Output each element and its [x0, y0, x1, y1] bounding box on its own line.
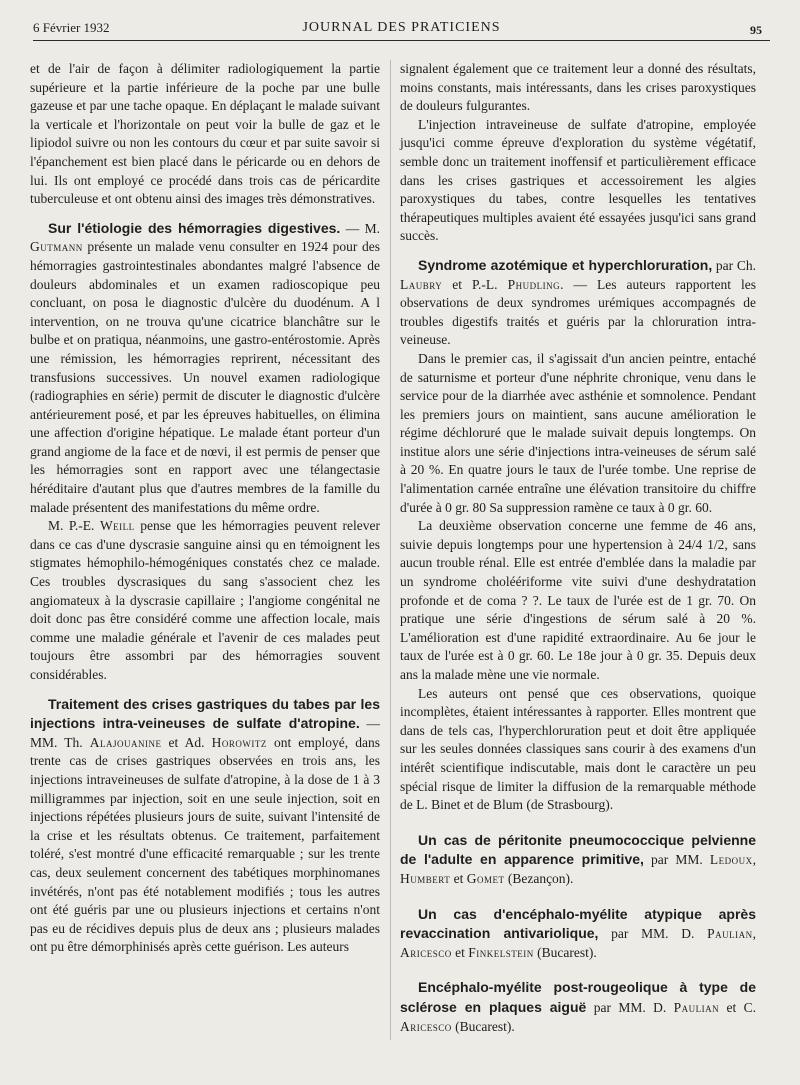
right-column [400, 60, 756, 1036]
author-name: Ledoux [709, 852, 753, 868]
page-number: 95 [750, 23, 762, 37]
author-name: Gomet [466, 870, 505, 886]
author-name: Aricesco [400, 944, 452, 960]
header-rule [33, 40, 770, 41]
author-name: Phudling [507, 276, 561, 292]
section-heading: Traitement des crises gastriques du tabes par les injections intra-veineuses de sulfate d'atropine. [30, 695, 380, 732]
author-joiner: par MM. D. [586, 999, 674, 1015]
section-traitement [30, 695, 380, 957]
paragraph: L'injection intraveineuse de sulfate d'atropine, employée jusqu'ici comme épreuve d'exploration du système végétatif, semble donc un traitement inoffensif et particulièrement efficace dans les crises gastriques et accessoirement les algies paroxystiques du tabes, contre lesquelles les tentatives thérapeutiques multiples avaient été essayées jusqu'ici sans grand succès. [400, 116, 756, 244]
paragraph: Les auteurs ont pensé que ces observations, quoique incomplètes, étaient intéressantes à rapporter. Elles montrent que dans de tels cas, l'hyperchloruration peut et doit être appliquée sur les seules données classiques sans courir à des examens d'un intérêt scientifique indiscutable, mais dont le caractère un peu spécial risque de limiter la diffusion de la remarquable méthode de L. Binet et de Blum (de Strasbourg). [400, 685, 756, 813]
author-joiner: , [752, 852, 756, 868]
page-header [33, 18, 770, 40]
author-name: Gutmann [30, 239, 83, 255]
author-name: Horowitz [211, 734, 267, 750]
journal-title: JOURNAL DES PRATICIENS [302, 20, 501, 35]
author-name: Laubry [400, 276, 443, 292]
paragraph-body: pense que les hémorragies peuvent relever dans ce cas d'une dyscrasie sanguine ainsi qu en témoignent les stigmates hémophilo-hémogéniques constatés chez ce malade. Ces troubles dyscrasiques du sang s'associent chez les angiomateux à la dyscrasie capillaire ; l'angiome congénital ne doit donc pas être considéré comme une affection locale, mais comme une maladie générale et l'avenir de ces malades peut toujours être assombri par des hémorragies souvent considérables. [30, 518, 380, 682]
author-name: Paulian [673, 999, 720, 1015]
section-etiologie [30, 219, 380, 518]
author-place: (Bezançon). [504, 870, 574, 886]
section-body: . — Les auteurs rapportent les observations de deux syndromes urémiques accompagnés de troubles digestifs traités et guéris par la chloruration intra-veineuse. [400, 276, 757, 348]
section-dash: — M. [340, 220, 380, 236]
author-name: Aricesco [400, 1018, 452, 1034]
section-encephalo-atypique [400, 905, 756, 963]
paragraph: et de l'air de façon à délimiter radiologiquement la partie supérieure et la partie inférieure de la poche par une bulle gazeuse et par une tache opaque. En déplaçant le malade suivant la verticale et l'horizontale on peut voir la bulle de gaz et le lipiodol suivre ou non les contours du cœur et par suite savoir si l'épanchement est bien placé dans le péricarde ou en dehors de lui. Ils ont employé ce procédé dans trois cas de péricardite tuberculeuse et ont obtenu ainsi des images très démonstratives. [30, 61, 380, 207]
section-heading: Un cas d'encéphalo-myélite atypique après revaccination antivariolique, [400, 905, 756, 942]
author-joiner: et [451, 944, 469, 960]
author-joiner: par MM. [643, 852, 710, 868]
author-name: Finkelstein [468, 944, 534, 960]
author-place: (Bucarest). [533, 944, 597, 960]
section-body: ont employé, dans trente cas de crises gastriques observées en trois ans, les injections intraveineuses de sulfate d'atropine, à la dose de 1 à 3 milligrammes par injection, soit en une seule injection, soit en injections répétées plusieurs jours de suite, suivant l'intensité de la crise et les résultats obtenus. Ce traitement, parfaitement toléré, s'est montré d'une efficacité remarquable ; sur les trente cas, deux seulement concernent des tabétiques morphinomanes invétérés, n'ont pas été notablement modifiés ; tous les autres ont été guéris par une ou plusieurs injections et certains n'ont pas eu de récidives depuis plus de deux ans ; plusieurs malades ont pu être démorphinisés après cette guérison. Les auteurs [30, 734, 380, 955]
author-prefix: M. P.-E. [48, 518, 100, 534]
author-joiner: , [752, 926, 756, 942]
paragraph: La deuxième observation concerne une femme de 46 ans, suivie depuis longtemps pour une hypertension à 24/4 1/2, sans aucun trouble rénal. Elle est entrée d'emblée dans la maladie par un syndrome choléériforme vite suivi d'une deshydratation profonde et de coma ? ?. Le taux de l'urée est de 1 gr. 70. On pratique une série d'ingestions de sérum salé à 20 %. L'amélioration est d'une rapidité extraordinaire. Au 6e jour le taux de l'urée est à 0 gr. 60. Le 18e jour à 0 gr. 35. Depuis deux ans la malade mène une vie normale. [400, 518, 756, 682]
author-name: Alajouanine [89, 734, 162, 750]
paragraph: signalent également que ce traitement leur a donné des résultats, moins constants, mais intéressants, dans les crises paroxystiques de douleurs fulgurantes. [400, 61, 756, 114]
paragraph: Dans le premier cas, il s'agissait d'un ancien peintre, entaché de saturnisme et porteur d'une néphrite chronique, venu dans le service pour de la diarrhée avec asthénie et somnolence. Pendant les premiers jours on maintient, sans aucune amélioration le régime déchloruré que le malade suivait depuis longtemps. On institue alors une série d'injections intra-veineuses de sérum salé à 20 %. En quatre jours le taux de l'urée tombe. Une reprise de l'alimentation carnée entraîne une élévation transitoire du chiffre d'urée à 0 gr. 80 Sa suppression ramène ce taux à 0 gr. 60. [400, 350, 756, 515]
author-joiner: par Ch. [712, 257, 756, 273]
paragraph [30, 517, 380, 684]
section-syndrome [400, 256, 756, 350]
header-date: 6 Février 1932 [33, 20, 110, 35]
author-name: Paulian [707, 926, 753, 942]
author-name: Weill [99, 518, 135, 534]
section-dash: — MM. Th. [30, 716, 381, 750]
section-encephalo-rougeole [400, 978, 756, 1036]
author-place: (Bucarest). [451, 1018, 515, 1034]
author-joiner: et [450, 870, 467, 886]
section-heading: Sur l'étiologie des hémorragies digestives. [48, 219, 341, 236]
section-heading: Syndrome azotémique et hyperchloruration, [418, 256, 713, 273]
section-body: présente un malade venu consulter en 1924 pour des hémorragies gastrointestinales abondantes malgré l'absence de douleurs abdominales et un examen radioscopique peu concluant, on posa le diagnostic d'ulcère du duodénum. A l intervention, on ne trouva qu'une cicatrice blanchâtre sur le bulbe et on pratiqua, néanmoins, une gastro-entérostomie. Après une rémission, les hémorragies reprirent, nécessitant des transfusions successives. Un nouvel examen radiologique (radiographies en série) permit de discuter le diagnostic d'ulcère antérieurement posé, et par les épreuves habituelles, on élimina une affection d'origine hépatique. Le malade étant porteur d'un grand angiome de la face et de nœvi, il est permis de penser que les hémorragies sont en rapport avec une télangectasie héréditaire d'autant plus que d'autres membres de la famille du malade présentent des manifestations du même ordre. [30, 239, 380, 515]
author-joiner: et P.-L. [442, 276, 508, 292]
section-peritonite [400, 831, 756, 889]
section-heading: Un cas de péritonite pneumococcique pelvienne de l'adulte en apparence primitive, [400, 831, 756, 868]
left-column [30, 60, 380, 957]
author-joiner: par MM. D. [598, 926, 708, 942]
author-joiner: et C. [719, 999, 757, 1015]
section-heading: Encéphalo-myélite post-rougeolique à type de sclérose en plaques aiguë [400, 979, 756, 1015]
author-joiner: et Ad. [161, 734, 212, 750]
author-name: Humbert [400, 870, 451, 886]
column-divider [390, 60, 391, 1040]
